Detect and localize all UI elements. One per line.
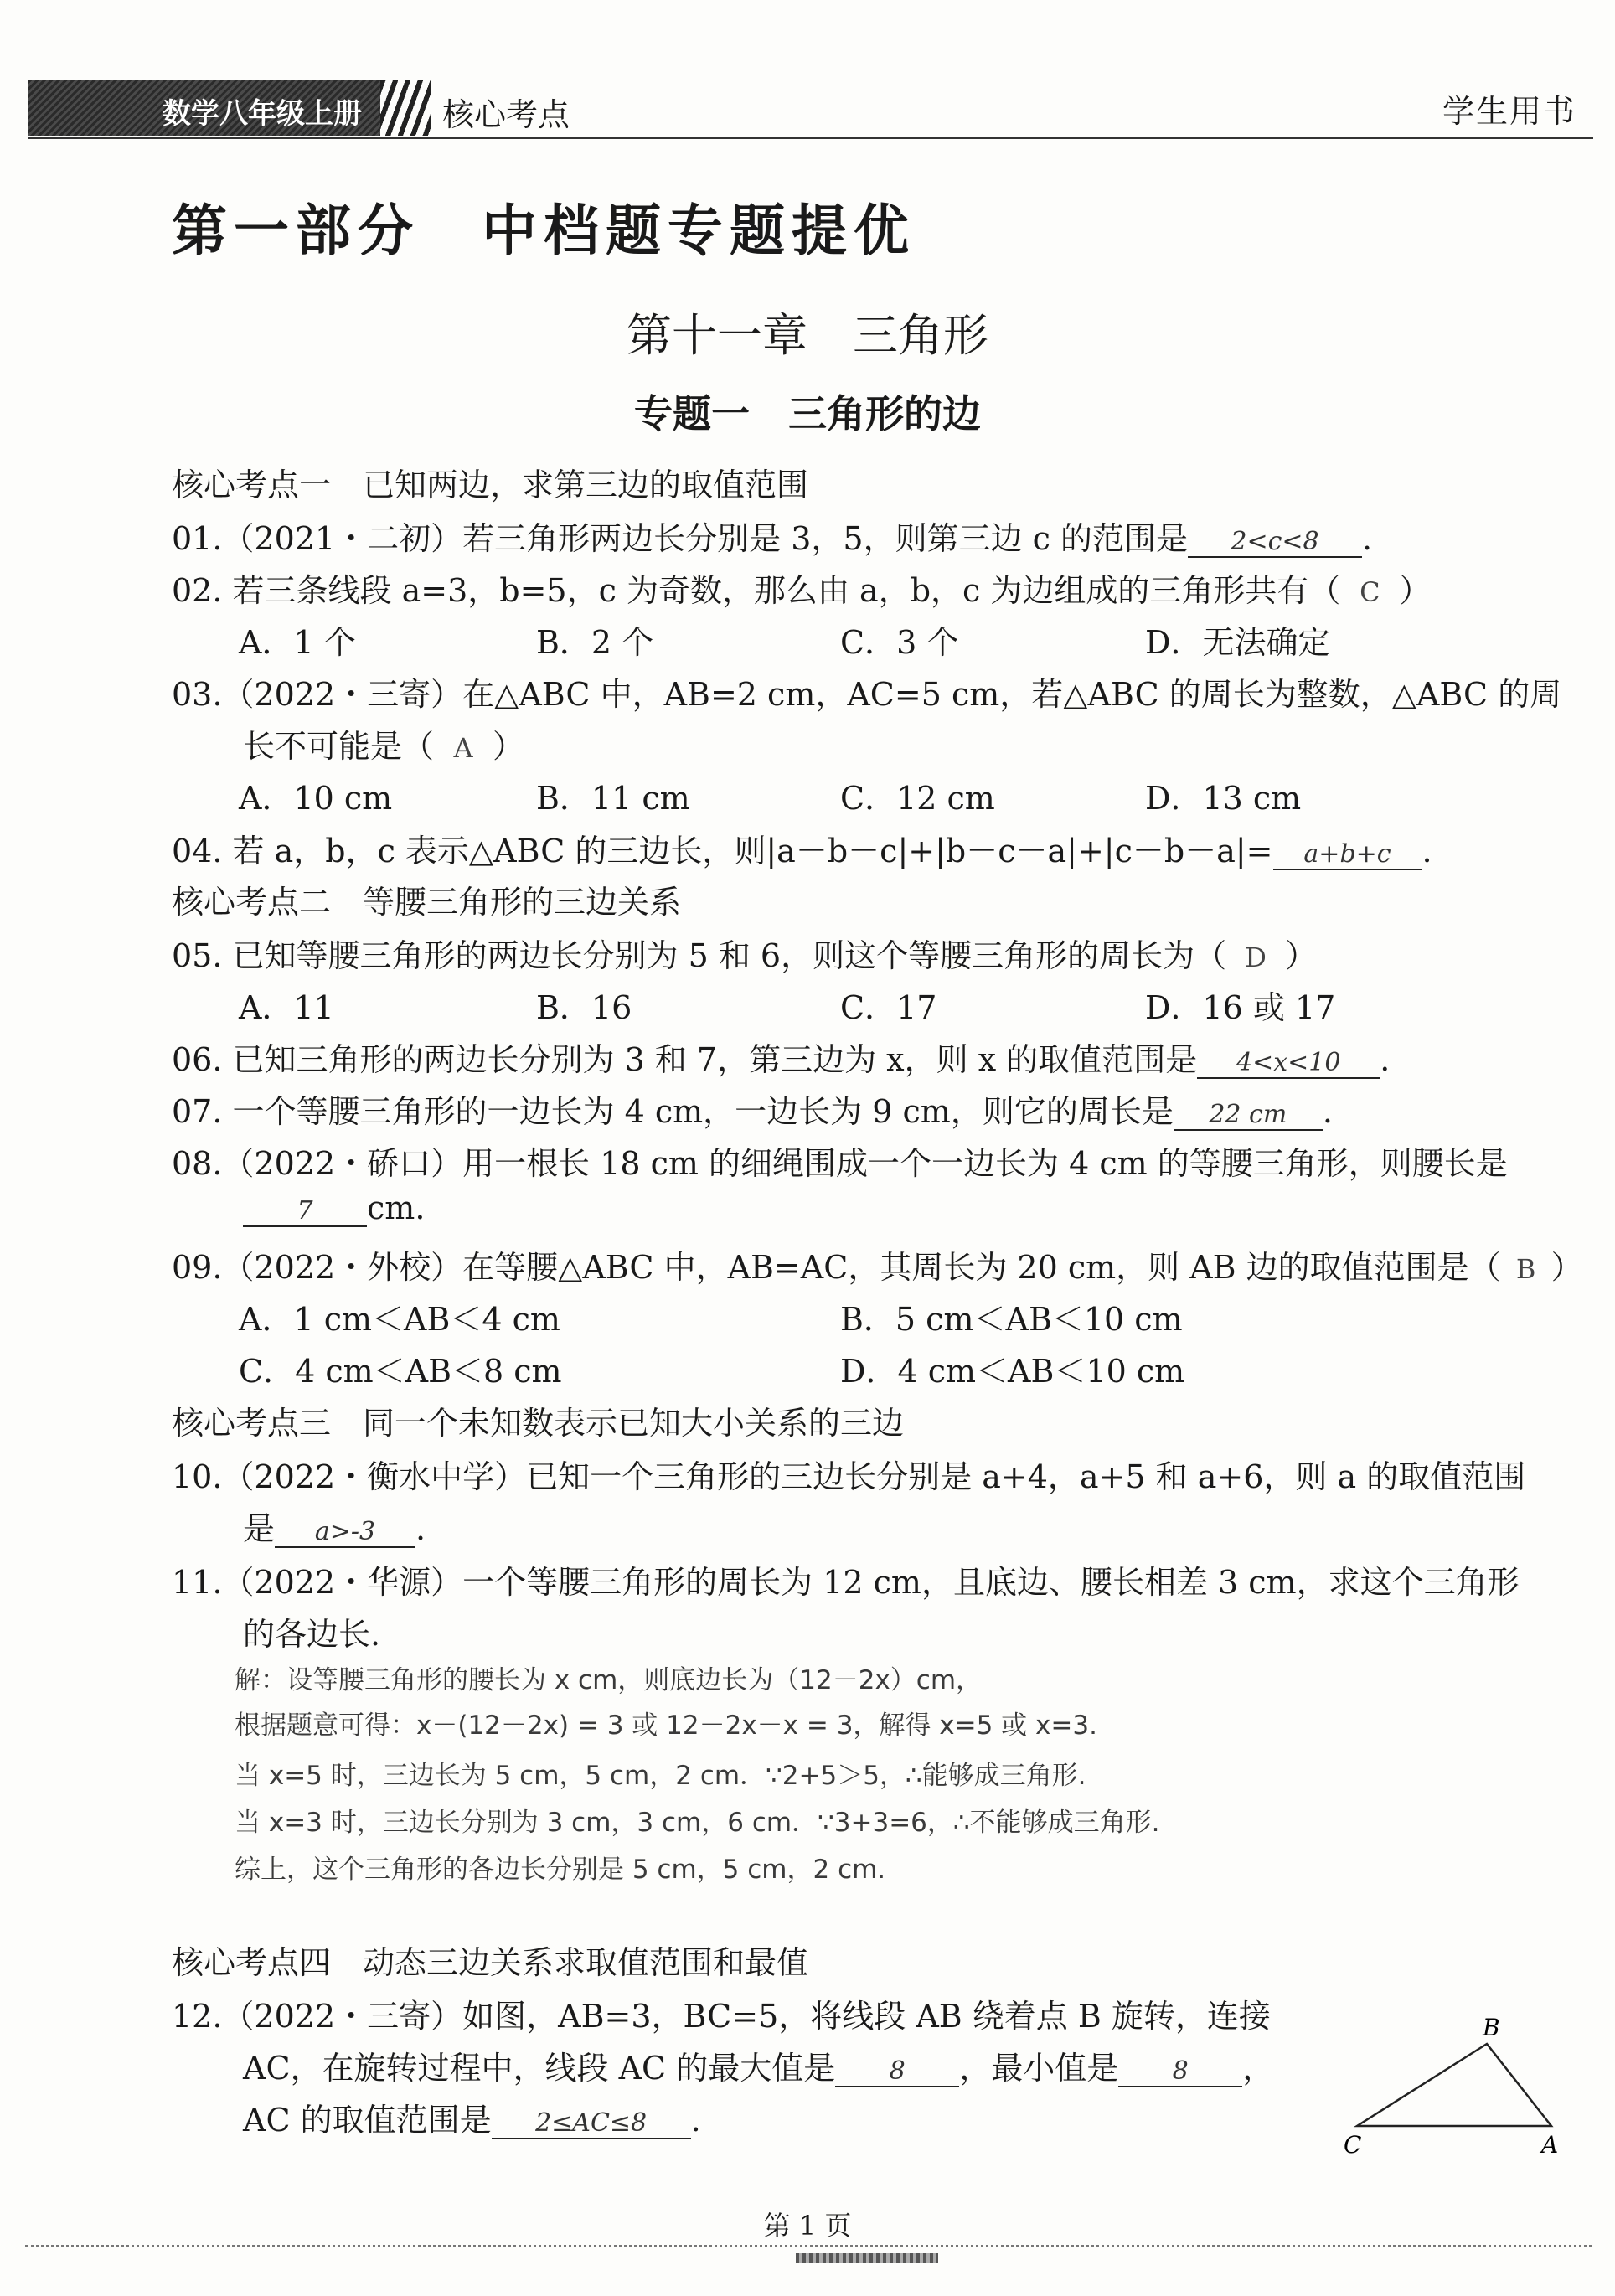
q02-option-d: D．无法确定 — [1145, 624, 1330, 661]
question-06-text: 06. 已知三角形的两边长分别为 3 和 7，第三边为 x，则 x 的取值范围是 — [172, 1041, 1198, 1078]
q09-option-c: C．4 cm＜AB＜8 cm — [239, 1353, 562, 1390]
question-10-line2 — [243, 1503, 426, 1549]
question-07-text: 07. 一个等腰三角形的一边长为 4 cm，一边长为 9 cm，则它的周长是 — [172, 1093, 1174, 1130]
question-01-text: 01.（2021・二初）若三角形两边长分别是 3，5，则第三边 c 的范围是 — [172, 520, 1189, 557]
q11-solution-line-3: 当 x=5 时，三边长为 5 cm，5 cm，2 cm．∵2+5＞5，∴能够成三角形. — [235, 1761, 1086, 1791]
question-05-text: 05. 已知等腰三角形的两边长分别为 5 和 6，则这个等腰三角形的周长为（ — [172, 937, 1227, 974]
section-heading-4: 核心考点四 动态三边关系求取值范围和最值 — [172, 1944, 809, 1981]
vertex-label-b: B — [1483, 2014, 1500, 2041]
question-01-answer: 2<c<8 — [1188, 527, 1362, 558]
question-07-end: . — [1322, 1093, 1333, 1130]
question-03-end: ） — [493, 728, 525, 765]
question-12-line2c: ， — [1242, 2050, 1275, 2087]
header-slash-decoration — [380, 80, 431, 136]
question-11-line1: 11.（2022・华源）一个等腰三角形的周长为 12 cm，且底边、腰长相差 3 cm，求这个三角形 — [172, 1564, 1520, 1601]
question-04-end: . — [1422, 833, 1432, 869]
q11-solution-line-4: 当 x=3 时，三边长分别为 3 cm，3 cm，6 cm．∵3+3=6，∴不能够成三角形. — [235, 1808, 1160, 1838]
q05-option-d: D．16 或 17 — [1145, 989, 1336, 1026]
triangle-figure — [1332, 1994, 1575, 2170]
question-05-end: ） — [1285, 937, 1318, 974]
footer-decoration — [796, 2253, 938, 2263]
question-05-answer: D — [1245, 942, 1267, 973]
section-heading-1: 核心考点一 已知两边，求第三边的取值范围 — [172, 467, 809, 503]
question-03-answer: A — [453, 732, 473, 764]
book-title: 数学八年级上册 — [163, 97, 362, 131]
q03-option-a: A．10 cm — [239, 780, 393, 817]
question-01-end: . — [1362, 520, 1373, 557]
page-header — [28, 74, 1593, 139]
q11-solution-line-1: 解：设等腰三角形的腰长为 x cm，则底边长为（12－2x）cm， — [235, 1665, 983, 1695]
topic-title: 专题一 三角形的边 — [634, 391, 981, 436]
chapter-title: 第十一章 三角形 — [627, 309, 988, 362]
question-03-line2-text: 长不可能是（ — [243, 728, 435, 765]
question-12-line2 — [243, 2042, 1274, 2088]
part-title: 第一部分 中档题专题提优 — [172, 198, 916, 263]
question-03-line2 — [243, 720, 524, 766]
q11-solution-line-2: 根据题意可得：x－(12－2x) = 3 或 12－2x－x = 3，解得 x=5 或 x=3. — [235, 1710, 1097, 1741]
q03-option-b: B．11 cm — [536, 780, 690, 817]
question-12-end: . — [690, 2102, 701, 2139]
question-08-answer: 7 — [243, 1196, 367, 1227]
question-04-answer: a+b+c — [1273, 839, 1422, 870]
question-10-answer: a>-3 — [275, 1517, 415, 1548]
q02-option-a: A．1 个 — [239, 624, 356, 661]
question-08-end: cm. — [367, 1189, 426, 1226]
question-12-answer-max: 8 — [835, 2056, 959, 2087]
vertex-label-a: A — [1541, 2131, 1559, 2159]
question-09-end: ） — [1551, 1249, 1583, 1286]
question-12-line3 — [243, 2094, 701, 2140]
question-06-answer: 4<x<10 — [1197, 1048, 1380, 1079]
page-number: 第 1 页 — [763, 2210, 852, 2242]
question-02 — [172, 565, 1431, 611]
question-06 — [172, 1034, 1390, 1080]
header-section: 核心考点 — [442, 96, 570, 133]
question-09 — [172, 1241, 1583, 1287]
vertex-label-c: C — [1344, 2131, 1362, 2159]
question-12-line3-text: AC 的取值范围是 — [243, 2102, 492, 2139]
q05-option-c: C．17 — [840, 989, 937, 1026]
question-07-answer: 22 cm — [1174, 1100, 1323, 1131]
question-10-line1: 10.（2022・衡水中学）已知一个三角形的三边长分别是 a+4，a+5 和 a+6，则 a 的取值范围 — [172, 1458, 1526, 1495]
question-10-line2-text: 是 — [243, 1510, 276, 1547]
header-divider — [28, 137, 1593, 139]
question-08-line1: 08.（2022・硚口）用一根长 18 cm 的细绳围成一个一边长为 4 cm 的等腰三角形，则腰长是 — [172, 1145, 1508, 1182]
q09-option-a: A．1 cm＜AB＜4 cm — [239, 1301, 560, 1338]
question-02-text: 02. 若三条线段 a=3，b=5，c 为奇数，那么由 a，b，c 为边组成的三角形共有（ — [172, 572, 1341, 609]
question-06-end: . — [1380, 1041, 1391, 1078]
question-02-end: ） — [1399, 572, 1432, 609]
question-07 — [172, 1086, 1333, 1132]
question-12-line2b: ，最小值是 — [959, 2050, 1119, 2087]
q05-option-a: A．11 — [239, 989, 334, 1026]
question-12-answer-min: 8 — [1118, 2056, 1242, 2087]
q02-option-b: B．2 个 — [536, 624, 654, 661]
question-02-answer: C — [1360, 576, 1380, 608]
question-03-line1: 03.（2022・三寄）在△ABC 中，AB=2 cm，AC=5 cm，若△ABC 的周长为整数，△ABC 的周 — [172, 676, 1562, 713]
question-12-answer-range: 2≤AC≤8 — [492, 2108, 691, 2139]
question-12-line2a: AC，在旋转过程中，线段 AC 的最大值是 — [243, 2050, 836, 2087]
q03-option-c: C．12 cm — [840, 780, 995, 817]
section-heading-2: 核心考点二 等腰三角形的三边关系 — [172, 884, 682, 921]
triangle-abc — [1357, 2044, 1551, 2126]
q05-option-b: B．16 — [536, 989, 632, 1026]
question-09-text: 09.（2022・外校）在等腰△ABC 中，AB=AC，其周长为 20 cm，则 AB 边的取值范围是（ — [172, 1249, 1501, 1286]
question-04 — [172, 825, 1432, 871]
q02-option-c: C．3 个 — [840, 624, 959, 661]
section-heading-3: 核心考点三 同一个未知数表示已知大小关系的三边 — [172, 1405, 905, 1442]
q09-option-d: D．4 cm＜AB＜10 cm — [840, 1353, 1185, 1390]
question-09-answer: B — [1515, 1253, 1536, 1285]
question-04-text: 04. 若 a，b，c 表示△ABC 的三边长，则|a－b－c|+|b－c－a|+|c－b－a|= — [172, 833, 1273, 869]
question-08-line2 — [243, 1189, 425, 1227]
q03-option-d: D．13 cm — [1145, 780, 1302, 817]
footer-divider — [25, 2245, 1592, 2247]
question-12-line1: 12.（2022・三寄）如图，AB=3，BC=5，将线段 AB 绕着点 B 旋转，连接 — [172, 1998, 1271, 2035]
q09-option-b: B．5 cm＜AB＜10 cm — [840, 1301, 1183, 1338]
question-01 — [172, 513, 1372, 559]
question-10-end: . — [415, 1510, 426, 1547]
question-05 — [172, 930, 1317, 976]
q11-solution-line-5: 综上，这个三角形的各边长分别是 5 cm，5 cm，2 cm. — [235, 1855, 886, 1885]
header-right-label: 学生用书 — [1442, 93, 1576, 130]
question-11-line2: 的各边长. — [243, 1616, 381, 1653]
